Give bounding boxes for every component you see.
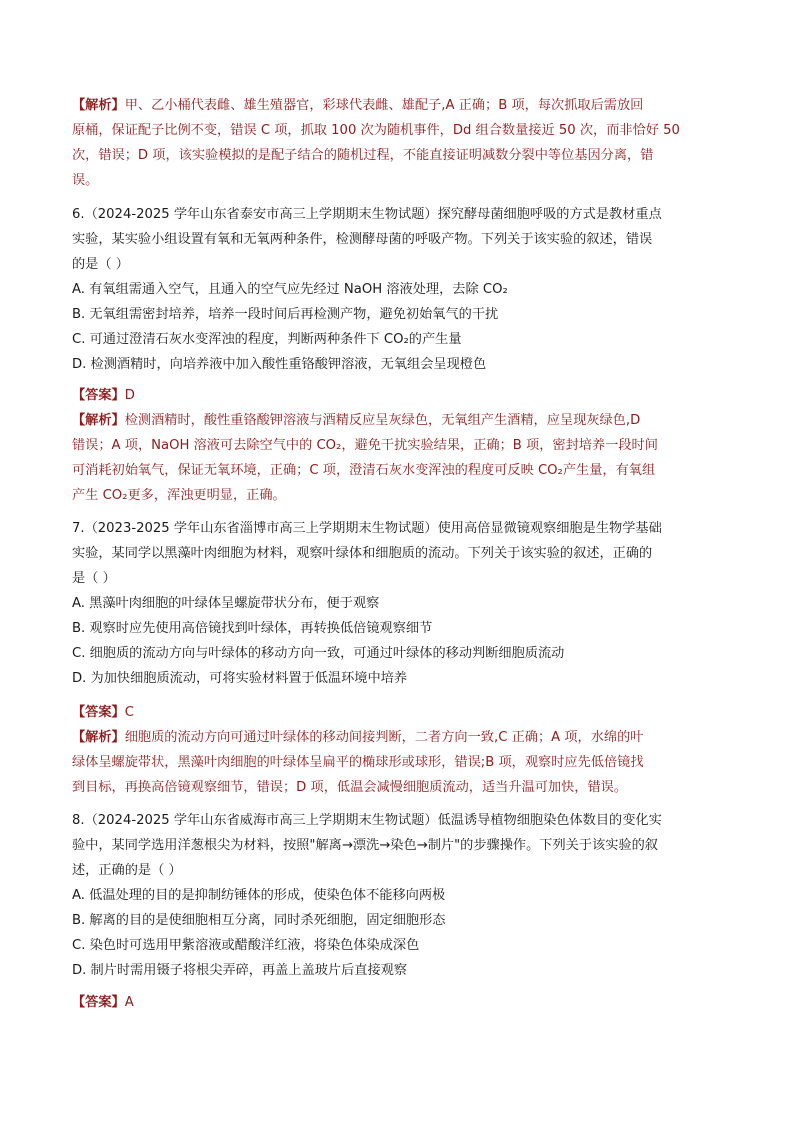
option-b: B. 解离的目的是使细胞相互分离，同时杀死细胞，固定细胞形态 [72,913,446,928]
answer-value: C [124,705,134,720]
analysis-tag: 【解析】 [72,413,125,428]
option-d: D. 检测酒精时，向培养液中加入酸性重铬酸钾溶液，无氧组会呈现橙色 [72,357,487,372]
question-stem-line: 实验，某实验小组设置有氧和无氧两种条件，检测酵母菌的呼吸产物。下列关于该实验的叙述，错误 [72,232,653,247]
answer-tag: 【答案】 [72,388,125,403]
option-c: C. 可通过澄清石灰水变浑浊的程度，判断两种条件下 CO₂的产生量 [72,332,462,347]
question-stem-line: 8.（2024-2025 学年山东省威海市高三上学期期末生物试题）低温诱导植物细胞染色体数目的变化实 [72,813,662,828]
question-7 [72,516,724,691]
analysis-line: 原桶，保证配子比例不变，错误 C 项，抓取 100 次为随机事件，Dd 组合数量接近 50 次，而非恰好 50 [72,123,680,138]
analysis-tag: 【解析】 [72,730,125,745]
answer-tag: 【答案】 [72,705,125,720]
option-b: B. 无氧组需密封培养，培养一段时间后再检测产物，避免初始氧气的干扰 [72,307,499,322]
analysis-line: 产生 CO₂更多，浑浊更明显，正确。 [72,488,286,503]
analysis-line: 细胞质的流动方向可通过叶绿体的移动间接判断，二者方向一致,C 正确；A 项，水绵的叶 [124,730,644,745]
analysis-line: 甲、乙小桶代表雌、雄生殖器官，彩球代表雌、雄配子,A 正确；B 项，每次抓取后需放回 [124,98,644,113]
option-b: B. 观察时应先使用高倍镜找到叶绿体，再转换低倍镜观察细节 [72,621,433,636]
question-stem-line: 6.（2024-2025 学年山东省泰安市高三上学期期末生物试题）探究酵母菌细胞呼吸的方式是教材重点 [72,207,662,222]
option-a: A. 有氧组需通入空气，且通入的空气应先经过 NaOH 溶液处理，去除 CO₂ [72,282,508,297]
q6-answer [72,383,724,408]
analysis-line: 可消耗初始氧气，保证无氧环境，正确；C 项，澄清石灰水变浑浊的程度可反映 CO₂产生量，有氧组 [72,463,656,478]
analysis-line: 次，错误；D 项，该实验模拟的是配子结合的随机过程，不能直接证明减数分裂中等位基因分离，错 [72,148,654,163]
question-6 [72,202,724,377]
option-c: C. 细胞质的流动方向与叶绿体的移动方向一致，可通过叶绿体的移动判断细胞质流动 [72,646,565,661]
question-stem-line: 实验，某同学以黑藻叶肉细胞为材料，观察叶绿体和细胞质的流动。下列关于该实验的叙述，正确的 [72,546,653,561]
answer-tag: 【答案】 [72,995,125,1010]
option-c: C. 染色时可选用甲紫溶液或醋酸洋红液，将染色体染成深色 [72,938,420,953]
question-stem-line: 述，正确的是（ ） [72,863,182,878]
analysis-line: 检测酒精时，酸性重铬酸钾溶液与酒精反应呈灰绿色，无氧组产生酒精，应呈现灰绿色,D [124,413,641,428]
analysis-line: 到目标，再换高倍镜观察细节，错误；D 项，低温会减慢细胞质流动，适当升温可加快，错误。 [72,780,628,795]
option-d: D. 为加快细胞质流动，可将实验材料置于低温环境中培养 [72,671,408,686]
option-a: A. 黑藻叶肉细胞的叶绿体呈螺旋带状分布，便于观察 [72,596,380,611]
analysis-tag: 【解析】 [72,98,125,113]
analysis-line: 绿体呈螺旋带状，黑藻叶肉细胞的叶绿体呈扁平的椭球形或球形，错误;B 项，观察时应先低倍镜找 [72,755,644,770]
option-a: A. 低温处理的目的是抑制纺锤体的形成，使染色体不能移向两极 [72,888,446,903]
analysis-line: 误。 [72,173,99,188]
question-8 [72,808,724,983]
option-d: D. 制片时需用镊子将根尖弄碎，再盖上盖玻片后直接观察 [72,963,408,978]
answer-value: A [124,995,134,1010]
question-stem-line: 的是（ ） [72,257,129,272]
analysis-line: 错误；A 项，NaOH 溶液可去除空气中的 CO₂，避免干扰实验结果，正确；B 项，密封培养一段时间 [72,438,658,453]
question-stem-line: 验中，某同学选用洋葱根尖为材料，按照"解离→漂洗→染色→制片"的步骤操作。下列关于该实验的叙 [72,838,658,853]
q6-analysis [72,408,724,508]
q7-analysis [72,725,724,800]
q8-answer [72,990,724,1015]
q5-analysis [72,93,724,193]
question-stem-line: 7.（2023-2025 学年山东省淄博市高三上学期期末生物试题）使用高倍显微镜观察细胞是生物学基础 [72,521,662,536]
question-stem-line: 是（ ） [72,571,116,586]
answer-value: D [124,388,135,403]
q7-answer [72,700,724,725]
